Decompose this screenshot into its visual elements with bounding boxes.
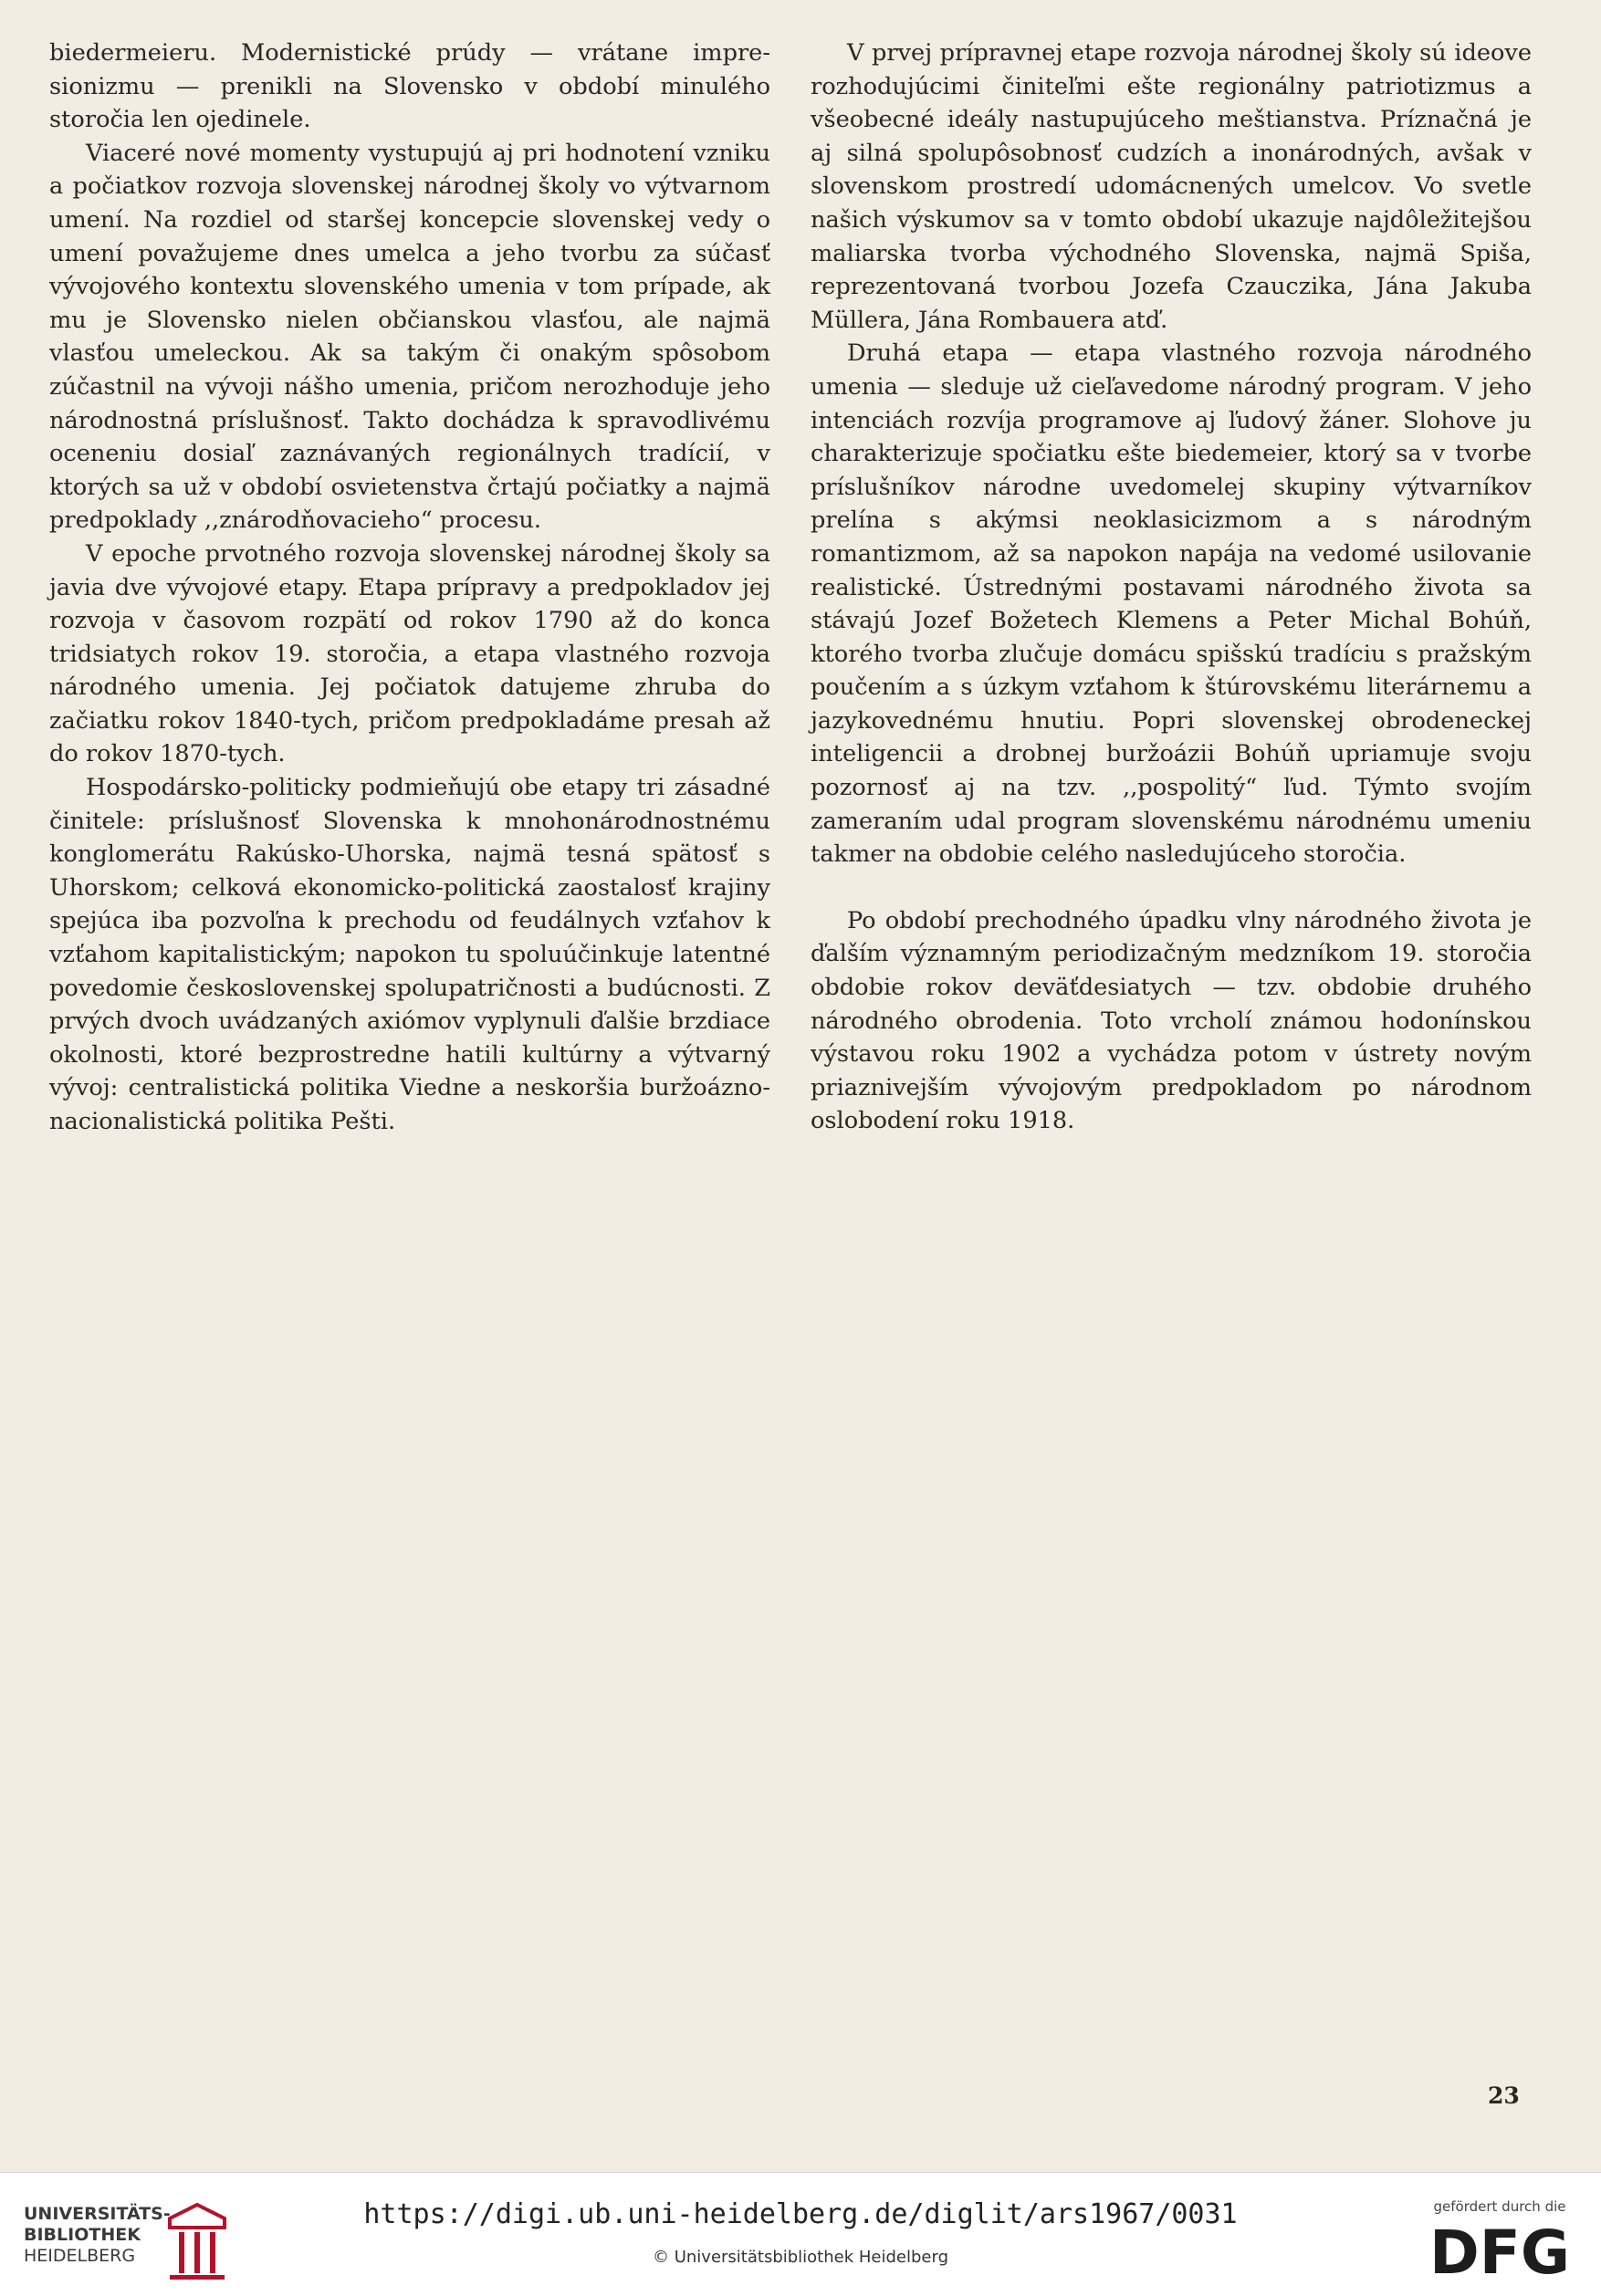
right-paragraph-2: Druhá etapa — etapa vlastného rozvoja národného umenia — sleduje už cieľavedome národný program. V jeho intenciách rozvíja programove aj ľudový žáner. Slohove ju charakterizuje spočiatku ešte biedemeier, ktorý sa v tvorbe príslušníkov národne uvedomelej skupiny výtvarníkov prelína s akýmsi neoklasicizmom a s národným romantizmom, až sa napokon napája na vedomé usilovanie realistické. Ústrednými postavami národného života sa stávajú Jozef Božetech Klemens a Peter Michal Bohúň, ktorého tvorba zlučuje domácu spišskú tradíciu s pražským poučením a s úzkym vzťahom k štúrovskému literárnemu a jazykovednému hnutiu. Popri slovenskej obrodeneckej inteligencii a drobnej buržoázii Bohúň upriamuje svoju pozornosť aj na tzv. ,,pospolitý“ ľud. Týmto svojím zameraním udal program slovenskému národnému umeniu takmer na obdobie celého nasledujúceho storočia. xyxy=(811,339,1532,869)
page-number: 23 xyxy=(1488,2082,1520,2109)
footer-bar xyxy=(0,2172,1601,2296)
logo-line-3: HEIDELBERG xyxy=(24,2246,136,2266)
left-paragraph-2: Viaceré nové momenty vystupujú aj pri hodnotení vzniku a počiatkov rozvoja slovenskej národnej školy vo výtvarnom umení. Na rozdiel od staršej koncepcie slovenskej vedy o umení považujeme dnes umelca a jeho tvorbu za súčasť vývojového kontextu slovenského umenia v tom prípade, ak mu je Slovensko nielen občianskou vlasťou, ale najmä vlasťou umeleckou. Ak sa takým či onakým spôsobom zúčastnil na vývoji nášho umenia, pričom nerozhoduje jeho národnostná príslušnosť. Takto dochádza k spravodlivému oceneniu dosiaľ zaznávaných regionálnych tradícií, v ktorých sa už v období osvietenstva črtajú počiatky a najmä predpoklady ,,znárodňovacieho“ procesu. xyxy=(49,139,770,535)
digital-library-url[interactable]: https://digi.ub.uni-heidelberg.de/diglit/ars1967/0031 xyxy=(363,2198,1238,2230)
logo-line-2: BIBLIOTHEK xyxy=(24,2225,141,2245)
right-paragraph-1: V prvej prípravnej etape rozvoja národnej školy sú ideove rozhodujúcimi činiteľmi ešte regionálny patriotizmus a všeobecné ideály nastupujúceho meštianstva. Príznačná je aj silná spolupôsobnosť cudzích a inonárodných, avšak v slovenskom prostredí udomácnených umelcov. Vo svetle našich výskumov sa v tomto období ukazuje najdôležitejšou maliarska tvorba východného Slovenska, najmä Spiša, reprezentovaná tvorbou Jozefa Czauczika, Jána Jakuba Müllera, Jána Rombauera atď. xyxy=(811,39,1532,334)
right-paragraph-3: Po období prechodného úpadku vlny národného života je ďalším významným periodizačným medzníkom 19. storočia obdobie rokov deväťdesiatych — tzv. obdobie druhého národného obrodenia. Toto vrcholí známou hodonínskou výstavou roku 1902 a vychádza potom v ústrety novým priaznivejším vývojovým predpokladom po národnom oslobodení roku 1918. xyxy=(811,906,1532,1135)
logo-line-1: UNIVERSITÄTS- xyxy=(24,2204,171,2224)
left-paragraph-1: biedermeieru. Modernistické prúdy — vrátane impresionizmu — prenikli na Slovensko v období minulého storočia len ojedinele. xyxy=(49,39,770,134)
dfg-logo-text: DFG xyxy=(1428,2218,1571,2282)
right-column xyxy=(811,37,1532,1138)
dfg-funding-logo[interactable] xyxy=(1422,2198,1577,2285)
copyright-notice: © Universitätsbibliothek Heidelberg xyxy=(652,2248,948,2267)
left-column xyxy=(49,37,770,1139)
dfg-label: gefördert durch die xyxy=(1433,2198,1566,2215)
dfg-logo-icon xyxy=(1426,2218,1574,2282)
left-paragraph-4: Hospodársko-politicky podmieňujú obe etapy tri zásadné činitele: príslušnosť Slovenska k mnohonárodnostnému konglomerátu Rakúsko-Uhorska, najmä tesná spätosť s Uhorskom; celková ekonomicko-politická zaostalosť krajiny spejúca iba pozvoľna k prechodu od feudálnych vzťahov k vzťahom kapitalistickým; napokon tu spoluúčinkuje latentné povedomie československej spolupatričnosti a budúcnosti. Z prvých dvoch uvádzaných axiómov vyplynuli ďalšie brzdiace okolnosti, ktoré bezprostredne hatili kultúrny a výtvarný vývoj: centralistická politika Viedne a neskoršia buržoáznonacionalistická politika Pešti. xyxy=(49,774,770,1135)
left-paragraph-3: V epoche prvotného rozvoja slovenskej národnej školy sa javia dve vývojové etapy. Etapa prípravy a predpokladov jej rozvoja v časovom rozpätí od rokov 1790 až do konca tridsiatych rokov 19. storočia, a etapa vlastného rozvoja národného umenia. Jej počiatok datujeme zhruba do začiatku rokov 1840-tych, pričom predpokladáme presah až do rokov 1870-tych. xyxy=(49,539,770,768)
